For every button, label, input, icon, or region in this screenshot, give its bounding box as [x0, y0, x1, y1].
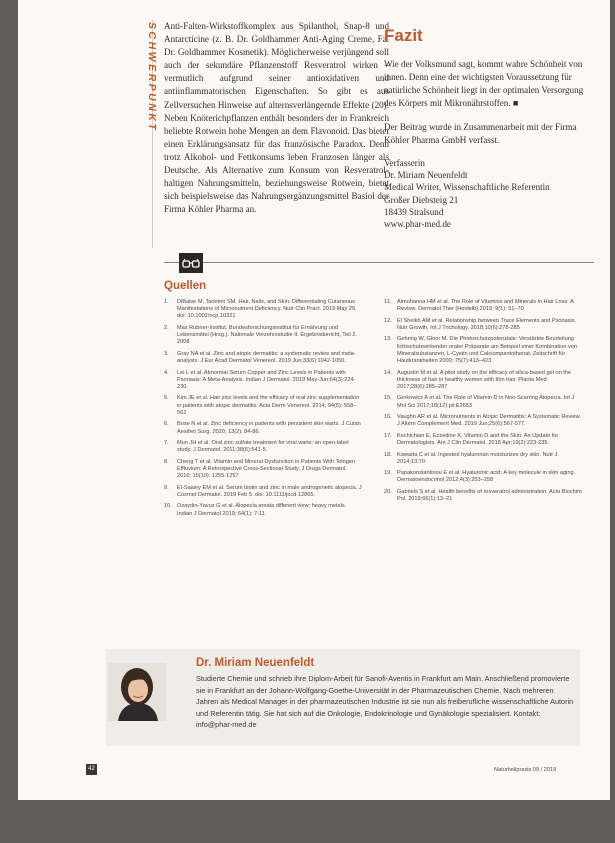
references-right-column — [384, 299, 582, 508]
reference-number: 12. — [384, 317, 392, 324]
reference-item — [164, 395, 362, 417]
reference-item — [164, 421, 362, 435]
reference-number: 19. — [384, 470, 392, 477]
bio-text: Studierte Chemie und schrieb ihre Diplom-Arbeit für Sanofi-Aventis in Frankfurt am Main. Anschließend promovierte sie in Frankfurt an der Johann-Wolfgang-Goethe-Universität in der Pharmazeutischen Chemie. Nach mehreren Jahren als Medical Manager in der pharmazeutischen Industrie ist sie nun als freiberufliche wissenschaftliche Autorin und Referentin tätig. Sie hat sich auf die Onkologie, Endokrinologie und Gynäkologie spezialisiert. Kontakt: info@phar-med.de — [196, 674, 574, 730]
references-left-column — [164, 299, 362, 522]
reference-number: 6. — [164, 421, 169, 428]
reference-text: DiBaise M, Tarleton SM. Hair, Nails, and Skin: Differentiating Cutaneous Manifestations of Micronutrient Deficiency. Nutr Clin Pract. 2019 May 29. doi: 10.1002/ncp.10321 — [177, 299, 357, 320]
reference-item — [164, 485, 362, 499]
reference-number: 9. — [164, 484, 169, 491]
reference-text: El-Saaiey EM et al. Serum biotin and zinc in male androgenetic alopecia. J Cosmet Dermatol. 2019 Feb 5. doi: 10.1111/jocd.12865. — [177, 484, 362, 498]
reference-item — [384, 336, 582, 365]
reference-number: 16. — [384, 414, 392, 421]
author-portrait — [108, 663, 166, 721]
reference-item — [384, 433, 582, 447]
reference-number: 18. — [384, 451, 392, 458]
credit-note: Der Beitrag wurde in Zusammenarbeit mit der Firma Köhler Pharma GmbH verfasst. — [384, 122, 577, 146]
reference-text: Kechichian E, Ezzedine K. Vitamin D and the Skin: An Update for Dermatologists. Am J Clin Dermatol. 2018 Apr;19(2):223-235. — [397, 432, 559, 447]
reference-number: 2. — [164, 324, 169, 331]
reference-item — [384, 318, 582, 332]
reference-text: Max Rubner-Institut, Bundesforschungsinstitut für Ernährung und Lebensmittel (Hrsg.). Nationale Verzehrsstudie II. Ergebnisbericht, Teil 2. 2008 — [177, 324, 357, 346]
author-heading: Verfasserin — [384, 158, 425, 168]
reference-text: El Sheikh AM et al. Relationship between Trace Elements and Psoriasis. Nutr Growth, Int J Trichology. 2018;10(6):278-285 — [397, 317, 577, 331]
reference-number: 13. — [384, 336, 392, 343]
fazit-text: Wie der Volksmund sagt, kommt wahre Schönheit von innen. Denn eine der wichtigsten Voraussetzung für natürliche Schönheit liegt in der optimalen Versorgung des Körpers mit Mikronährstoffen. ■ — [384, 59, 584, 109]
reference-number: 7. — [164, 440, 169, 447]
reference-number: 8. — [164, 458, 169, 465]
reference-text: Gerkowicz A et al. The Role of Vitamin D in Non-Scarring Alopecia. Int J Mol Sci 2017;18(12):pii:E2653 — [397, 395, 575, 409]
author-line: Medical Writer, Wissenschaftliche Referentin — [384, 182, 550, 193]
reference-item — [384, 470, 582, 484]
author-line: Dr. Miriam Neuenfeldt — [384, 170, 468, 181]
reference-item — [164, 459, 362, 481]
reference-number: 1. — [164, 299, 169, 305]
reference-number: 5. — [164, 395, 169, 402]
bio-name: Dr. Miriam Neuenfeldt — [196, 657, 315, 669]
reference-text: Cheng T et al. Vitamin and Mineral Dysfunction in Patients With Telogen Effluvium: A Retrospective Cross-Sectional Study. J Drugs Dermatol. 2016; 15(10): 1255-1257 — [177, 458, 356, 480]
reference-text: Kim JE et al. Hair zinc levels and the efficacy of oral zinc supplementation in patients with atopic dermatitis. Acta Derm Venereol. 2014; 94(5): 558–562 — [177, 395, 360, 416]
reference-number: 4. — [164, 369, 169, 376]
reference-number: 11. — [384, 299, 392, 305]
author-website[interactable]: www.phar-med.de — [384, 219, 451, 230]
magazine-page — [18, 0, 610, 800]
reference-item — [164, 503, 362, 517]
reference-text: Gehring W, Gloor M. Die Photoschutzpotenziale: Verstärkte Beurteilung lichtschutzwirkender oraler Präparate am Beispiel einer Kombination von Mineralsubstanzen, L-Cystin und Calciumpantothenat. Zeitschrift für Hautkrankheiten 2000; 75(7):413–423 — [397, 336, 578, 365]
reference-text: Augustin M et al. A pilot study on the efficacy of silica-based gel on the thickness of hair in healthy women with thin hair. Planta Med 2017;28(6):285–287 — [397, 369, 572, 390]
reference-text: Ozaydin-Yavuz G et al. Alopecia areata different view; heavy metals. Indian J Dermatol 2019; 64(1): 7-11 — [177, 503, 347, 517]
reference-text: Almohanna HM et al. The Role of Vitamins and Minerals in Hair Loss: A Review. Dermatol Ther (Heidelb).2019; 9(1): 51–70 — [397, 299, 574, 313]
reference-number: 10. — [164, 503, 172, 510]
author-line: Großer Diebsteig 21 — [384, 194, 459, 205]
reference-number: 17. — [384, 432, 392, 439]
article-body — [164, 20, 389, 216]
reference-item — [164, 299, 362, 321]
reference-item — [384, 452, 582, 466]
reference-text: Papakonstantinou E et al. Hyaluronic acid: A key molecule in skin aging. Dermatoendocrinol 2012;4(3):253–258 — [397, 470, 576, 484]
author-address — [384, 157, 584, 230]
reference-text: Vaughn AR et al. Micronutrients in Atopic Dermatitis: A Systematic Review. J Altern Complement Med. 2019 Jun;25(6):567-577. — [397, 414, 581, 428]
reference-text: Kawada C et al. Ingested hyaluronan moisturizes dry skin. Nutr J. 2014;13:70 — [397, 451, 559, 465]
references-divider — [164, 262, 594, 263]
reference-number: 14. — [384, 369, 392, 376]
reference-item — [164, 440, 362, 454]
glasses-icon — [179, 253, 203, 273]
reference-item — [384, 489, 582, 503]
reference-item — [384, 299, 582, 313]
reference-number: 3. — [164, 350, 169, 357]
references-heading: Quellen — [164, 280, 207, 292]
reference-text: Mun JH et al. Oral zinc sulfate treatment for viral warts: an open-label study. J Dermatol. 2011;38(6):541-5. — [177, 440, 349, 454]
author-line: 18439 Stralsund — [384, 206, 444, 217]
reference-text: Gray NA et al. Zinc and atopic dermatitis: a systematic review and meta-analysis. J Eur Acad Dermatol Venereol. 2019 Jun;33(6):1042-1050. — [177, 350, 356, 365]
reference-item — [384, 370, 582, 392]
body-paragraph: Anti-Falten-Wirkstoffkomplex aus Spilanthol, Snap-8 und Antarcticine (z. B. Dr. Goldhammer Anti-Aging Creme, Fa. Dr. Goldhammer Kosmetik). Möglicherweise verjüngend soll auch der sekundäre Pflanzenstoff Resveratrol wirken – vermutlich aufgrund seiner antioxidativen und antiinflammatorischen Eigenschaften. So gibt es aus Zellversuchen Hinweise auf alternsverlängernde Effekte (20). Neben Knöterichpflanzen enthält besonders der in Frankreich beliebte Rotwein hohe Mengen an dem Flavonoid. Das bietet einen Erklärungsansatz für das französische Paradox. Denn trotz Alkohol- und Fettkonsums leben Franzosen länger als Deutsche. Als Alternative zum Konsum von Resveratrol-haltigen Nahrungsmitteln, beziehungsweise Rotwein, bietet sich beispielsweise das Nahrungsergänzungsmittel Basiol der Firma Köhler Pharma an. — [164, 21, 389, 215]
reference-item — [384, 395, 582, 409]
reference-text: Lei L et al. Abnormal Serum Copper and Zinc Levels in Patients with Psoriasis: A Meta-Analysis. Indian J Dermatol. 2019 May-Jun;64(3):224-230. — [177, 369, 356, 390]
page-number: 42 — [86, 764, 97, 775]
reference-number: 20. — [384, 488, 392, 495]
reference-number: 15. — [384, 395, 392, 402]
journal-footer: Naturheilpraxis 09 / 2019 — [494, 767, 557, 773]
reference-item — [164, 370, 362, 392]
reference-item — [164, 351, 362, 365]
reference-text: Bose N et al. Zinc deficiency in patients with persistent skin warts. J Cutan Aesthet Surg. 2020; 13(2): 84-86. — [177, 421, 361, 435]
reference-item — [384, 414, 582, 428]
reference-text: Gabriels S et al. Health benefits of resveratrol administration. Acta Biochim Pol. 2019;66(1):13–21 — [397, 488, 582, 503]
section-label: SCHWERPUNKT — [146, 22, 158, 133]
fazit-heading: Fazit — [384, 26, 423, 45]
reference-item — [164, 325, 362, 347]
